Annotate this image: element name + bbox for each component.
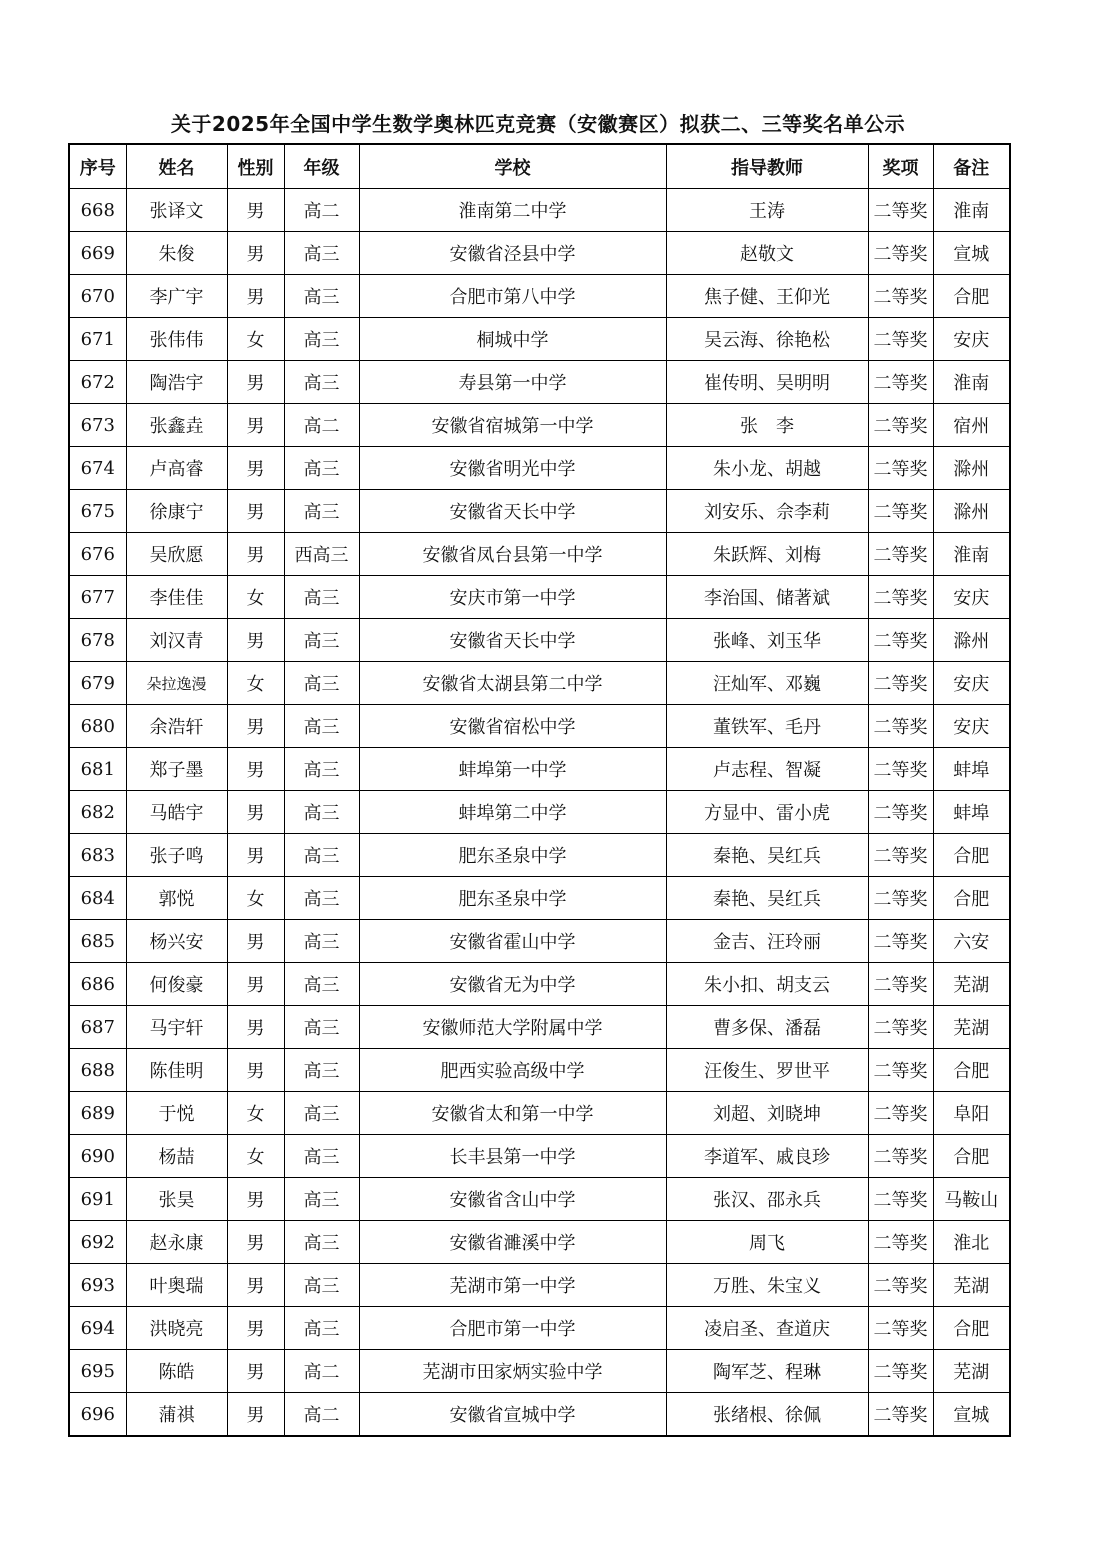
cell-school: 安庆市第一中学 [359, 576, 666, 619]
header-note: 备注 [933, 144, 1010, 189]
cell-no: 673 [69, 404, 126, 447]
cell-school: 芜湖市田家炳实验中学 [359, 1350, 666, 1393]
cell-school: 安徽省霍山中学 [359, 920, 666, 963]
cell-gender: 男 [227, 1393, 284, 1437]
header-teacher: 指导教师 [666, 144, 868, 189]
cell-teacher: 焦子健、王仰光 [666, 275, 868, 318]
cell-gender: 女 [227, 662, 284, 705]
cell-school: 安徽师范大学附属中学 [359, 1006, 666, 1049]
table-row [69, 318, 1010, 361]
cell-teacher: 崔传明、吴明明 [666, 361, 868, 404]
cell-grade: 高三 [284, 920, 359, 963]
cell-teacher: 李治国、储著斌 [666, 576, 868, 619]
cell-school: 安徽省含山中学 [359, 1178, 666, 1221]
cell-school: 芜湖市第一中学 [359, 1264, 666, 1307]
cell-grade: 高三 [284, 232, 359, 275]
cell-award: 二等奖 [868, 275, 933, 318]
table-row [69, 1092, 1010, 1135]
cell-gender: 男 [227, 1307, 284, 1350]
cell-grade: 高三 [284, 1049, 359, 1092]
cell-note: 芜湖 [933, 1006, 1010, 1049]
cell-note: 合肥 [933, 275, 1010, 318]
cell-teacher: 陶军芝、程琳 [666, 1350, 868, 1393]
table-row [69, 791, 1010, 834]
header-name: 姓名 [126, 144, 227, 189]
table-row [69, 533, 1010, 576]
cell-award: 二等奖 [868, 533, 933, 576]
cell-grade: 高二 [284, 404, 359, 447]
cell-no: 696 [69, 1393, 126, 1437]
cell-no: 668 [69, 189, 126, 232]
cell-note: 阜阳 [933, 1092, 1010, 1135]
cell-no: 693 [69, 1264, 126, 1307]
cell-teacher: 凌启圣、查道庆 [666, 1307, 868, 1350]
cell-name: 洪晓亮 [126, 1307, 227, 1350]
cell-gender: 男 [227, 748, 284, 791]
cell-no: 695 [69, 1350, 126, 1393]
cell-no: 681 [69, 748, 126, 791]
cell-teacher: 张绪根、徐佩 [666, 1393, 868, 1437]
cell-note: 合肥 [933, 877, 1010, 920]
cell-teacher: 张汉、邵永兵 [666, 1178, 868, 1221]
cell-note: 滁州 [933, 490, 1010, 533]
cell-award: 二等奖 [868, 1006, 933, 1049]
cell-gender: 男 [227, 533, 284, 576]
table-row [69, 1135, 1010, 1178]
cell-no: 687 [69, 1006, 126, 1049]
cell-teacher: 汪灿军、邓巍 [666, 662, 868, 705]
table-row [69, 490, 1010, 533]
cell-award: 二等奖 [868, 1264, 933, 1307]
table-row [69, 1393, 1010, 1437]
table-row [69, 1350, 1010, 1393]
cell-no: 684 [69, 877, 126, 920]
cell-no: 672 [69, 361, 126, 404]
cell-teacher: 张 李 [666, 404, 868, 447]
cell-teacher: 卢志程、智凝 [666, 748, 868, 791]
header-award: 奖项 [868, 144, 933, 189]
cell-award: 二等奖 [868, 1178, 933, 1221]
table-row [69, 748, 1010, 791]
cell-no: 688 [69, 1049, 126, 1092]
table-row [69, 1307, 1010, 1350]
cell-award: 二等奖 [868, 920, 933, 963]
cell-grade: 高二 [284, 1350, 359, 1393]
cell-award: 二等奖 [868, 1049, 933, 1092]
cell-award: 二等奖 [868, 189, 933, 232]
cell-no: 683 [69, 834, 126, 877]
cell-grade: 高三 [284, 748, 359, 791]
cell-school: 安徽省明光中学 [359, 447, 666, 490]
cell-award: 二等奖 [868, 619, 933, 662]
cell-note: 马鞍山 [933, 1178, 1010, 1221]
cell-award: 二等奖 [868, 662, 933, 705]
cell-grade: 高三 [284, 447, 359, 490]
cell-name: 余浩轩 [126, 705, 227, 748]
cell-note: 合肥 [933, 834, 1010, 877]
cell-note: 芜湖 [933, 963, 1010, 1006]
cell-award: 二等奖 [868, 1135, 933, 1178]
cell-school: 合肥市第一中学 [359, 1307, 666, 1350]
table-row [69, 705, 1010, 748]
cell-note: 蚌埠 [933, 791, 1010, 834]
cell-award: 二等奖 [868, 791, 933, 834]
cell-teacher: 方显中、雷小虎 [666, 791, 868, 834]
cell-note: 淮南 [933, 189, 1010, 232]
cell-grade: 高三 [284, 1307, 359, 1350]
cell-school: 安徽省宿松中学 [359, 705, 666, 748]
cell-name: 朱俊 [126, 232, 227, 275]
table-row [69, 404, 1010, 447]
cell-grade: 高三 [284, 1264, 359, 1307]
cell-note: 安庆 [933, 318, 1010, 361]
table-header-row [69, 144, 1010, 189]
cell-note: 合肥 [933, 1307, 1010, 1350]
cell-no: 690 [69, 1135, 126, 1178]
cell-no: 686 [69, 963, 126, 1006]
cell-school: 寿县第一中学 [359, 361, 666, 404]
table-row [69, 1049, 1010, 1092]
cell-note: 六安 [933, 920, 1010, 963]
table-row [69, 1178, 1010, 1221]
cell-school: 安徽省天长中学 [359, 619, 666, 662]
cell-no: 674 [69, 447, 126, 490]
cell-award: 二等奖 [868, 877, 933, 920]
cell-note: 淮南 [933, 361, 1010, 404]
cell-award: 二等奖 [868, 834, 933, 877]
cell-no: 692 [69, 1221, 126, 1264]
cell-teacher: 刘安乐、佘李莉 [666, 490, 868, 533]
cell-grade: 高三 [284, 1135, 359, 1178]
cell-no: 679 [69, 662, 126, 705]
cell-award: 二等奖 [868, 576, 933, 619]
cell-note: 合肥 [933, 1135, 1010, 1178]
cell-gender: 男 [227, 920, 284, 963]
cell-name: 陈皓 [126, 1350, 227, 1393]
cell-name: 张鑫垚 [126, 404, 227, 447]
cell-school: 安徽省濉溪中学 [359, 1221, 666, 1264]
cell-name: 蒲祺 [126, 1393, 227, 1437]
cell-award: 二等奖 [868, 1092, 933, 1135]
cell-note: 宣城 [933, 1393, 1010, 1437]
cell-name: 卢高睿 [126, 447, 227, 490]
cell-note: 淮北 [933, 1221, 1010, 1264]
cell-school: 安徽省宣城中学 [359, 1393, 666, 1437]
cell-teacher: 汪俊生、罗世平 [666, 1049, 868, 1092]
cell-school: 安徽省凤台县第一中学 [359, 533, 666, 576]
cell-no: 689 [69, 1092, 126, 1135]
cell-gender: 女 [227, 576, 284, 619]
cell-grade: 西高三 [284, 533, 359, 576]
cell-note: 安庆 [933, 576, 1010, 619]
cell-gender: 男 [227, 490, 284, 533]
table-row [69, 1264, 1010, 1307]
cell-grade: 高三 [284, 877, 359, 920]
cell-teacher: 万胜、朱宝义 [666, 1264, 868, 1307]
cell-no: 676 [69, 533, 126, 576]
cell-school: 安徽省泾县中学 [359, 232, 666, 275]
cell-gender: 男 [227, 361, 284, 404]
cell-award: 二等奖 [868, 1221, 933, 1264]
cell-gender: 男 [227, 189, 284, 232]
cell-gender: 男 [227, 404, 284, 447]
cell-gender: 男 [227, 1350, 284, 1393]
cell-note: 淮南 [933, 533, 1010, 576]
cell-note: 安庆 [933, 705, 1010, 748]
cell-award: 二等奖 [868, 748, 933, 791]
cell-teacher: 吴云海、徐艳松 [666, 318, 868, 361]
cell-name: 叶奥瑞 [126, 1264, 227, 1307]
cell-gender: 男 [227, 1221, 284, 1264]
cell-grade: 高二 [284, 189, 359, 232]
cell-gender: 男 [227, 275, 284, 318]
table-body [69, 189, 1010, 1437]
cell-name: 郭悦 [126, 877, 227, 920]
cell-teacher: 朱跃辉、刘梅 [666, 533, 868, 576]
cell-note: 滁州 [933, 447, 1010, 490]
cell-school: 肥东圣泉中学 [359, 877, 666, 920]
cell-grade: 高三 [284, 318, 359, 361]
table-row [69, 447, 1010, 490]
cell-grade: 高三 [284, 791, 359, 834]
cell-award: 二等奖 [868, 1350, 933, 1393]
cell-grade: 高三 [284, 834, 359, 877]
cell-gender: 男 [227, 791, 284, 834]
cell-grade: 高三 [284, 662, 359, 705]
cell-gender: 男 [227, 963, 284, 1006]
cell-grade: 高二 [284, 1393, 359, 1437]
cell-teacher: 朱小龙、胡越 [666, 447, 868, 490]
cell-gender: 女 [227, 877, 284, 920]
cell-gender: 男 [227, 447, 284, 490]
cell-no: 678 [69, 619, 126, 662]
cell-school: 安徽省天长中学 [359, 490, 666, 533]
cell-name: 于悦 [126, 1092, 227, 1135]
cell-no: 691 [69, 1178, 126, 1221]
cell-note: 宿州 [933, 404, 1010, 447]
table-row [69, 576, 1010, 619]
cell-teacher: 李道军、戚良珍 [666, 1135, 868, 1178]
header-school: 学校 [359, 144, 666, 189]
cell-no: 682 [69, 791, 126, 834]
cell-grade: 高三 [284, 361, 359, 404]
cell-teacher: 金吉、汪玲丽 [666, 920, 868, 963]
cell-school: 蚌埠第一中学 [359, 748, 666, 791]
table-row [69, 920, 1010, 963]
table-row [69, 619, 1010, 662]
cell-award: 二等奖 [868, 1307, 933, 1350]
cell-school: 合肥市第八中学 [359, 275, 666, 318]
cell-school: 安徽省宿城第一中学 [359, 404, 666, 447]
cell-name: 何俊豪 [126, 963, 227, 1006]
cell-grade: 高三 [284, 963, 359, 1006]
cell-award: 二等奖 [868, 404, 933, 447]
cell-name: 陈佳明 [126, 1049, 227, 1092]
cell-name: 张昊 [126, 1178, 227, 1221]
cell-name: 张伟伟 [126, 318, 227, 361]
cell-gender: 女 [227, 318, 284, 361]
header-grade: 年级 [284, 144, 359, 189]
cell-no: 670 [69, 275, 126, 318]
cell-gender: 男 [227, 705, 284, 748]
cell-school: 长丰县第一中学 [359, 1135, 666, 1178]
header-gender: 性别 [227, 144, 284, 189]
cell-grade: 高三 [284, 490, 359, 533]
cell-gender: 男 [227, 1264, 284, 1307]
cell-name: 马宇轩 [126, 1006, 227, 1049]
cell-no: 694 [69, 1307, 126, 1350]
cell-teacher: 赵敬文 [666, 232, 868, 275]
cell-name: 李佳佳 [126, 576, 227, 619]
cell-name: 朵拉逸漫 [126, 662, 227, 705]
cell-grade: 高三 [284, 275, 359, 318]
cell-name: 陶浩宇 [126, 361, 227, 404]
cell-award: 二等奖 [868, 447, 933, 490]
cell-award: 二等奖 [868, 963, 933, 1006]
cell-no: 671 [69, 318, 126, 361]
table-row [69, 1221, 1010, 1264]
cell-no: 680 [69, 705, 126, 748]
cell-school: 肥东圣泉中学 [359, 834, 666, 877]
cell-school: 安徽省太湖县第二中学 [359, 662, 666, 705]
cell-grade: 高三 [284, 1221, 359, 1264]
cell-gender: 男 [227, 232, 284, 275]
cell-note: 合肥 [933, 1049, 1010, 1092]
cell-name: 赵永康 [126, 1221, 227, 1264]
cell-note: 蚌埠 [933, 748, 1010, 791]
table-row [69, 232, 1010, 275]
cell-name: 张译文 [126, 189, 227, 232]
cell-award: 二等奖 [868, 361, 933, 404]
table-row [69, 963, 1010, 1006]
cell-award: 二等奖 [868, 232, 933, 275]
cell-grade: 高三 [284, 1092, 359, 1135]
cell-name: 徐康宁 [126, 490, 227, 533]
cell-teacher: 曹多保、潘磊 [666, 1006, 868, 1049]
cell-school: 安徽省太和第一中学 [359, 1092, 666, 1135]
cell-school: 桐城中学 [359, 318, 666, 361]
cell-gender: 男 [227, 1006, 284, 1049]
cell-gender: 女 [227, 1092, 284, 1135]
table-row [69, 662, 1010, 705]
cell-teacher: 秦艳、吴红兵 [666, 877, 868, 920]
cell-teacher: 董铁军、毛丹 [666, 705, 868, 748]
cell-gender: 男 [227, 834, 284, 877]
cell-note: 安庆 [933, 662, 1010, 705]
cell-name: 杨兴安 [126, 920, 227, 963]
cell-award: 二等奖 [868, 318, 933, 361]
cell-school: 安徽省无为中学 [359, 963, 666, 1006]
cell-name: 杨喆 [126, 1135, 227, 1178]
cell-school: 淮南第二中学 [359, 189, 666, 232]
table-row [69, 834, 1010, 877]
cell-name: 郑子墨 [126, 748, 227, 791]
header-no: 序号 [69, 144, 126, 189]
cell-school: 蚌埠第二中学 [359, 791, 666, 834]
cell-teacher: 秦艳、吴红兵 [666, 834, 868, 877]
cell-no: 675 [69, 490, 126, 533]
cell-teacher: 刘超、刘晓坤 [666, 1092, 868, 1135]
cell-no: 685 [69, 920, 126, 963]
cell-award: 二等奖 [868, 705, 933, 748]
cell-grade: 高三 [284, 576, 359, 619]
table-row [69, 877, 1010, 920]
cell-note: 芜湖 [933, 1350, 1010, 1393]
cell-gender: 女 [227, 1135, 284, 1178]
table-row [69, 275, 1010, 318]
cell-award: 二等奖 [868, 1393, 933, 1437]
cell-grade: 高三 [284, 1006, 359, 1049]
cell-note: 宣城 [933, 232, 1010, 275]
table-row [69, 361, 1010, 404]
cell-note: 芜湖 [933, 1264, 1010, 1307]
cell-note: 滁州 [933, 619, 1010, 662]
cell-grade: 高三 [284, 705, 359, 748]
cell-grade: 高三 [284, 619, 359, 662]
cell-gender: 男 [227, 619, 284, 662]
cell-no: 669 [69, 232, 126, 275]
cell-teacher: 张峰、刘玉华 [666, 619, 868, 662]
cell-teacher: 朱小扣、胡支云 [666, 963, 868, 1006]
cell-name: 刘汉青 [126, 619, 227, 662]
cell-gender: 男 [227, 1178, 284, 1221]
cell-grade: 高三 [284, 1178, 359, 1221]
award-list-table [68, 143, 1011, 1437]
cell-award: 二等奖 [868, 490, 933, 533]
cell-school: 肥西实验高级中学 [359, 1049, 666, 1092]
cell-gender: 男 [227, 1049, 284, 1092]
cell-name: 张子鸣 [126, 834, 227, 877]
cell-teacher: 周飞 [666, 1221, 868, 1264]
cell-name: 李广宇 [126, 275, 227, 318]
cell-teacher: 王涛 [666, 189, 868, 232]
cell-no: 677 [69, 576, 126, 619]
cell-name: 吴欣愿 [126, 533, 227, 576]
document-title: 关于2025年全国中学生数学奥林匹克竞赛（安徽赛区）拟获二、三等奖名单公示 [170, 112, 906, 136]
cell-name: 马皓宇 [126, 791, 227, 834]
table-row [69, 1006, 1010, 1049]
table-row [69, 189, 1010, 232]
